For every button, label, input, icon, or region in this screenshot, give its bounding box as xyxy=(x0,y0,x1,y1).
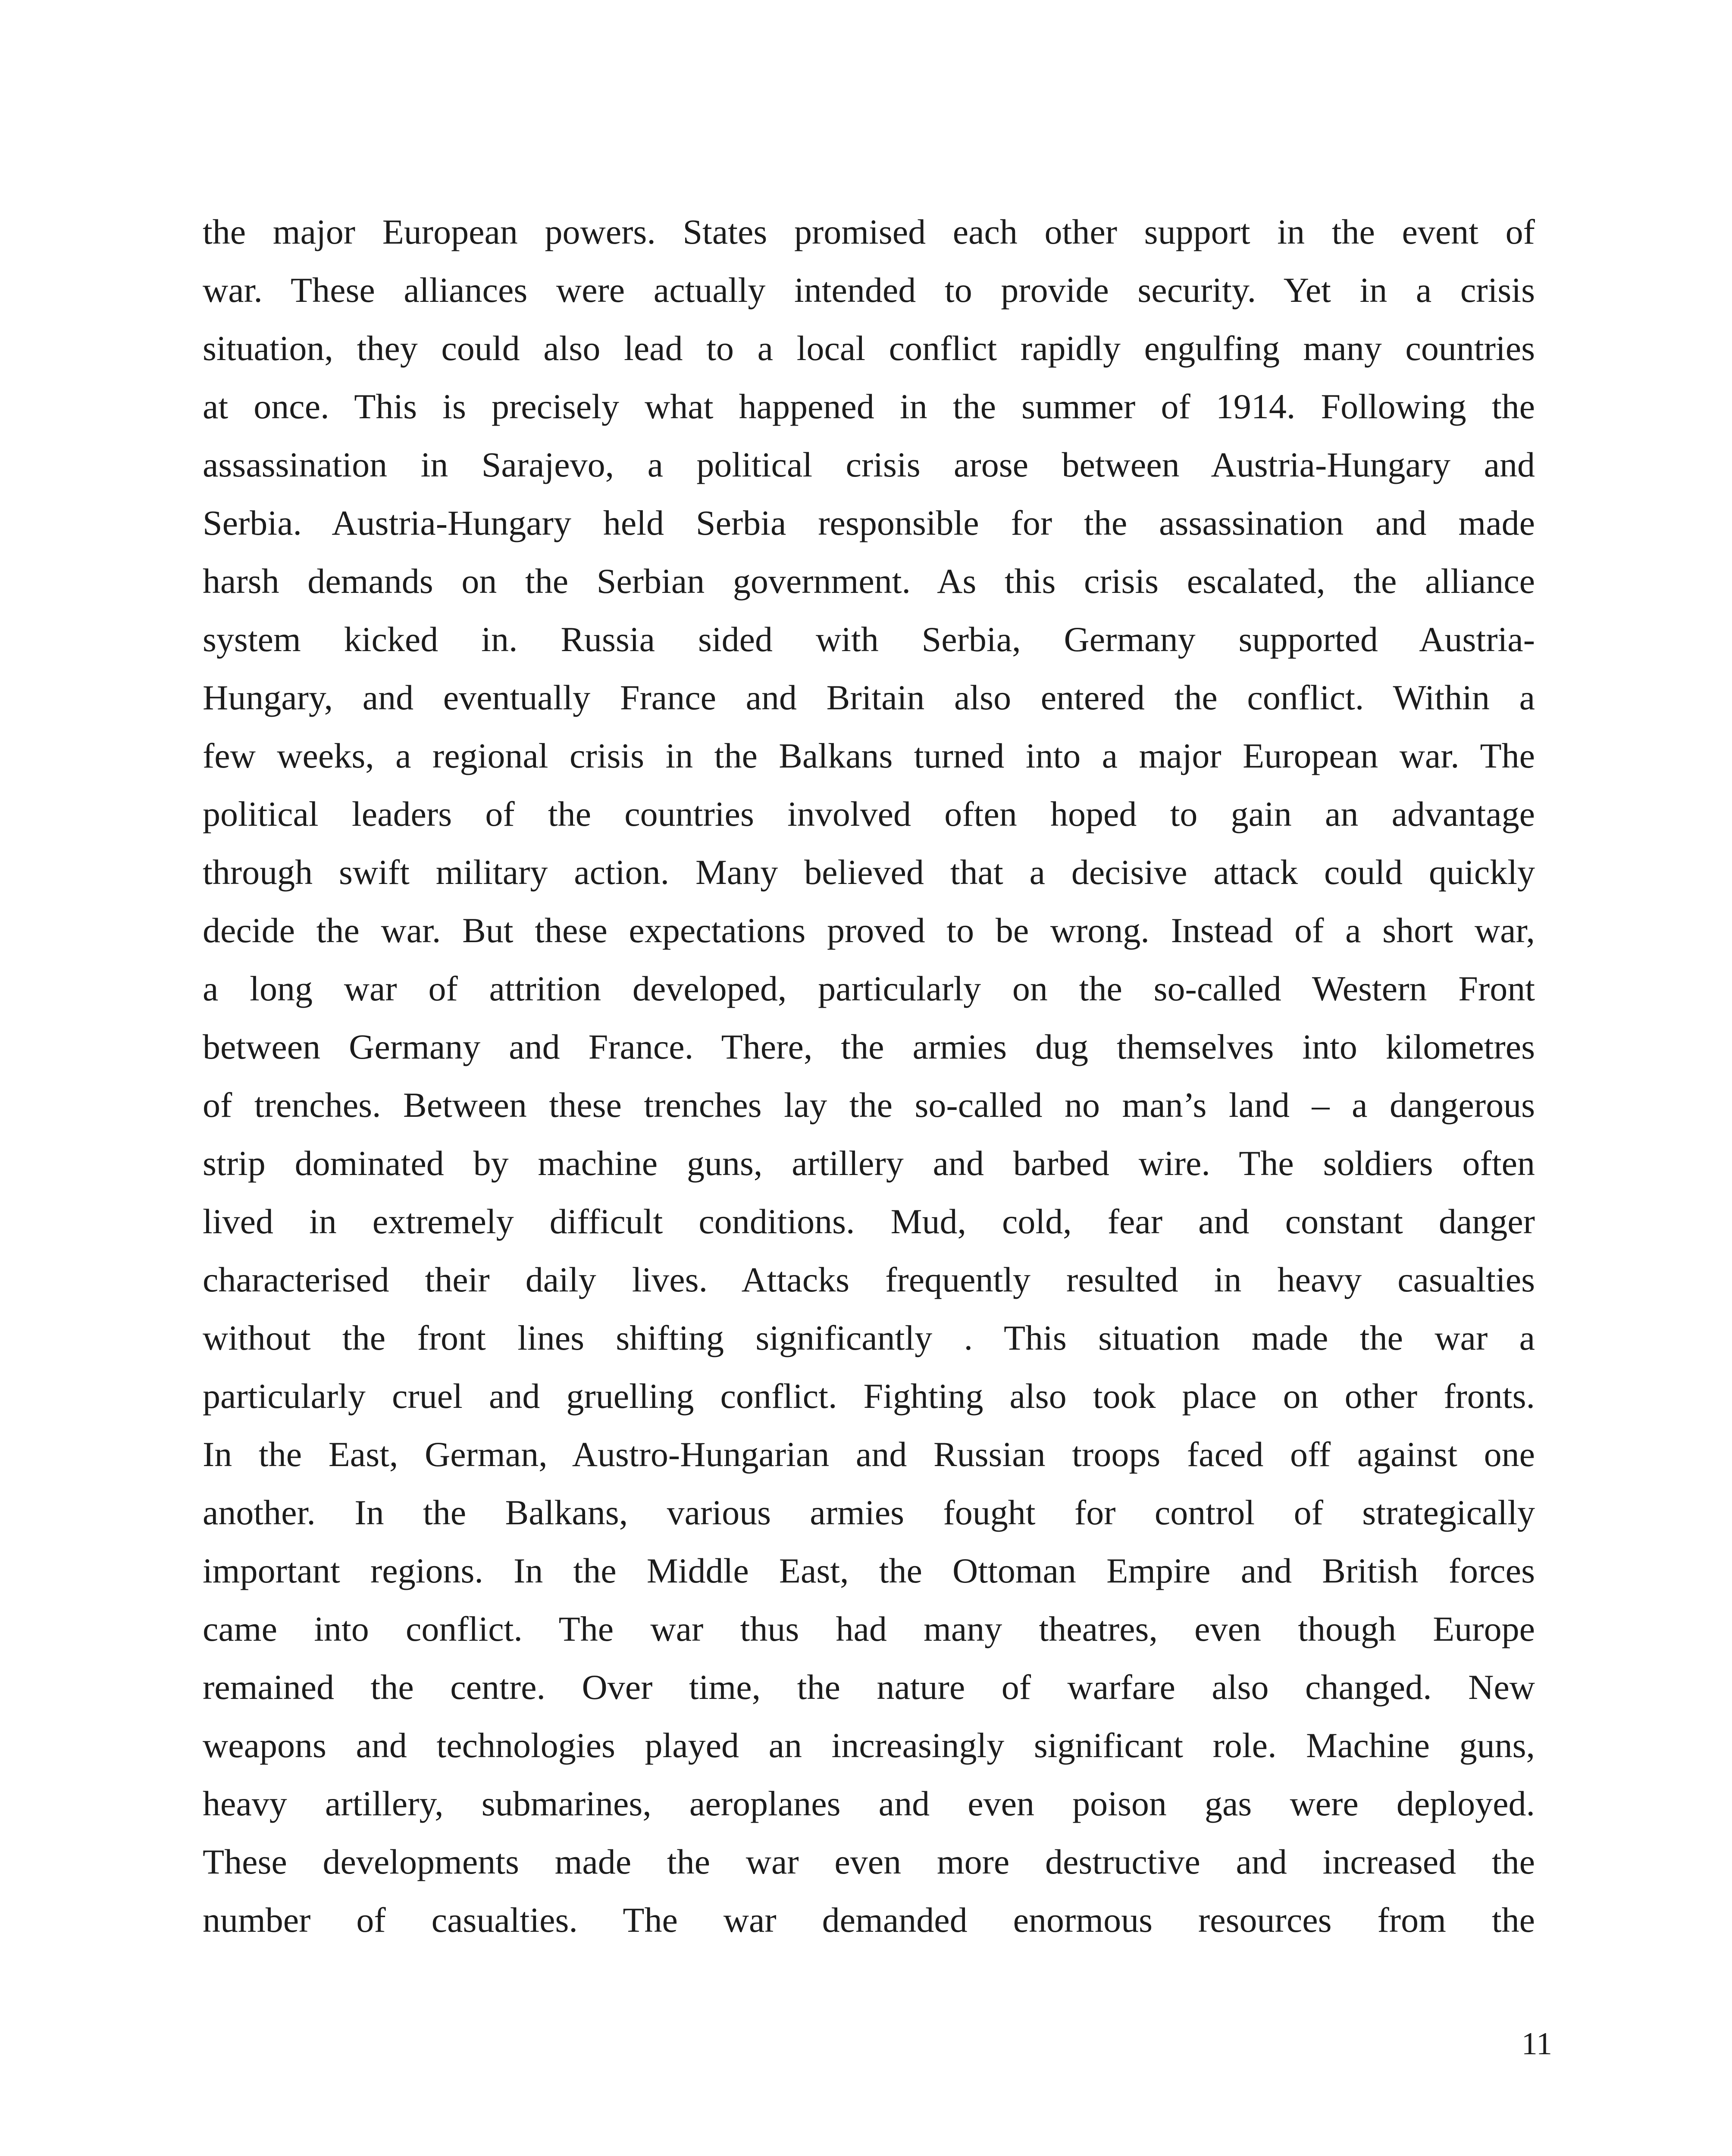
text-line: characterised their daily lives. Attacks frequently resulted in heavy casualties xyxy=(203,1260,1535,1299)
text-line: through swift military action. Many believed that a decisive attack could quickly xyxy=(203,852,1535,892)
text-line: important regions. In the Middle East, the Ottoman Empire and British forces xyxy=(203,1551,1535,1590)
text-line: In the East, German, Austro-Hungarian and Russian troops faced off against one xyxy=(203,1435,1535,1474)
text-line: These developments made the war even more destructive and increased the xyxy=(203,1842,1535,1881)
text-line: Serbia. Austria-Hungary held Serbia responsible for the assassination and made xyxy=(203,503,1535,542)
text-line: of trenches. Between these trenches lay the so-called no man’s land – a dangerous xyxy=(203,1085,1535,1125)
text-line: few weeks, a regional crisis in the Balkans turned into a major European war. The xyxy=(203,736,1535,775)
body-paragraph xyxy=(203,203,1535,1949)
text-line: war. These alliances were actually intended to provide security. Yet in a crisis xyxy=(203,270,1535,310)
text-line: political leaders of the countries involved often hoped to gain an advantage xyxy=(203,794,1535,834)
text-line: particularly cruel and gruelling conflict. Fighting also took place on other fronts. xyxy=(203,1376,1535,1416)
text-line: at once. This is precisely what happened in the summer of 1914. Following the xyxy=(203,387,1535,426)
text-line: strip dominated by machine guns, artillery and barbed wire. The soldiers often xyxy=(203,1144,1535,1183)
text-line: a long war of attrition developed, particularly on the so-called Western Front xyxy=(203,969,1535,1008)
text-line: remained the centre. Over time, the nature of warfare also changed. New xyxy=(203,1667,1535,1707)
text-line: situation, they could also lead to a local conflict rapidly engulfing many countries xyxy=(203,329,1535,368)
text-line: number of casualties. The war demanded enormous resources from the xyxy=(203,1900,1535,1940)
text-line: the major European powers. States promised each other support in the event of xyxy=(203,212,1535,251)
text-line: decide the war. But these expectations proved to be wrong. Instead of a short war, xyxy=(203,911,1535,950)
text-line: Hungary, and eventually France and Britain also entered the conflict. Within a xyxy=(203,678,1535,717)
text-line: harsh demands on the Serbian government. As this crisis escalated, the alliance xyxy=(203,561,1535,601)
text-line: lived in extremely difficult conditions. Mud, cold, fear and constant danger xyxy=(203,1202,1535,1241)
text-line: weapons and technologies played an increasingly significant role. Machine guns, xyxy=(203,1726,1535,1765)
page-number: 11 xyxy=(1521,2026,1552,2062)
text-line: without the front lines shifting significantly . This situation made the war a xyxy=(203,1318,1535,1357)
text-line: assassination in Sarajevo, a political crisis arose between Austria-Hungary and xyxy=(203,445,1535,484)
text-line: between Germany and France. There, the armies dug themselves into kilometres xyxy=(203,1027,1535,1066)
text-line: another. In the Balkans, various armies fought for control of strategically xyxy=(203,1493,1535,1532)
text-line: came into conflict. The war thus had many theatres, even though Europe xyxy=(203,1609,1535,1648)
text-line: system kicked in. Russia sided with Serbia, Germany supported Austria- xyxy=(203,620,1535,659)
text-line: heavy artillery, submarines, aeroplanes and even poison gas were deployed. xyxy=(203,1784,1535,1823)
